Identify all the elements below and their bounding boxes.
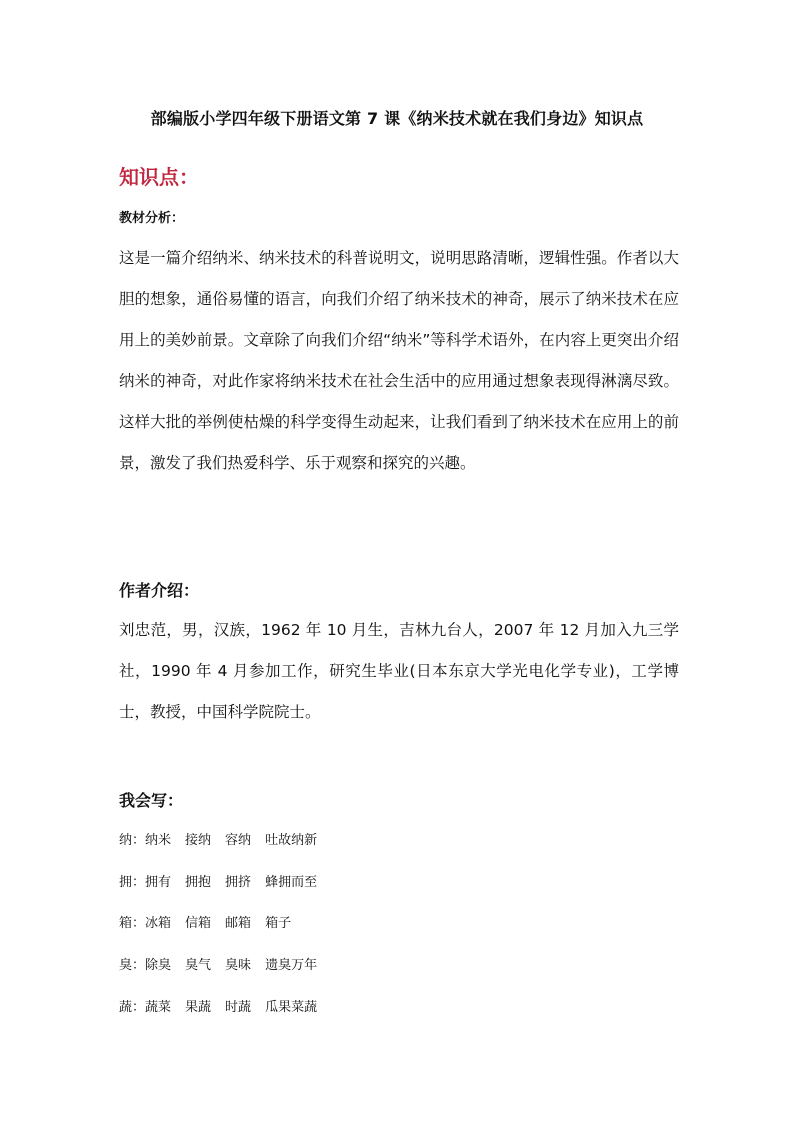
vocab-word: 接纳 — [185, 833, 212, 848]
vocab-line — [119, 954, 331, 973]
vocab-word: 信箱 — [185, 916, 212, 931]
vocab-word: 蜂拥而至 — [265, 875, 318, 890]
vocab-line — [119, 829, 331, 848]
vocab-word: 容纳 — [225, 833, 252, 848]
vocab-word: 拥挤 — [225, 875, 252, 890]
vocab-word: 冰箱 — [145, 916, 172, 931]
vocab-word: 果蔬 — [185, 1000, 212, 1015]
vocab-line — [119, 912, 305, 931]
document-title: 部编版小学四年级下册语文第 7 课《纳米技术就在我们身边》知识点 — [150, 109, 644, 128]
vocab-word: 纳米 — [145, 833, 172, 848]
vocab-word: 时蔬 — [225, 1000, 252, 1015]
vocab-char: 臭： — [119, 958, 146, 973]
vocab-line — [119, 871, 331, 890]
vocab-word: 邮箱 — [225, 916, 252, 931]
vocab-word: 遗臭万年 — [265, 958, 318, 973]
vocab-word: 臭气 — [185, 958, 212, 973]
textbook-analysis-paragraph: 这是一篇介绍纳米、纳米技术的科普说明文，说明思路清晰，逻辑性强。作者以大胆的想象，通俗易懂的语言，向我们介绍了纳米技术的神奇，展示了纳米技术在应用上的美妙前景。文章除了向我们介绍“纳米”等科学术语外，在内容上更突出介绍纳米的神奇，对此作家将纳米技术在社会生活中的应用通过想象表现得淋漓尽致。这样大批的举例使枯燥的科学变得生动起来，让我们看到了纳米技术在应用上的前景，激发了我们热爱科学、乐于观察和探究的兴趣。 — [119, 249, 679, 472]
author-intro-paragraph: 刘忠范，男，汉族，1962 年 10 月生，吉林九台人，2007 年 12 月加入九三学社，1990 年 4 月参加工作，研究生毕业(日本东京大学光电化学专业)，工学博士，教授，中国科学院院士。 — [119, 621, 679, 721]
vocab-word: 除臭 — [145, 958, 172, 973]
vocab-char: 蔬： — [119, 1000, 146, 1015]
vocab-word: 拥抱 — [185, 875, 212, 890]
knowledge-points-label: 知识点： — [119, 165, 199, 189]
writing-heading: 我会写： — [119, 791, 184, 810]
vocab-word: 瓜果菜蔬 — [265, 1000, 318, 1015]
vocab-line — [119, 996, 331, 1015]
vocab-char: 纳： — [119, 833, 146, 848]
vocab-word: 拥有 — [145, 875, 172, 890]
vocab-word: 箱子 — [265, 916, 292, 931]
vocab-word: 吐故纳新 — [265, 833, 318, 848]
vocab-char: 拥： — [119, 875, 146, 890]
textbook-analysis-heading: 教材分析： — [119, 211, 185, 226]
vocab-word: 臭味 — [225, 958, 252, 973]
vocab-char: 箱： — [119, 916, 146, 931]
author-intro-heading: 作者介绍： — [119, 581, 200, 600]
vocab-word: 蔬菜 — [145, 1000, 172, 1015]
